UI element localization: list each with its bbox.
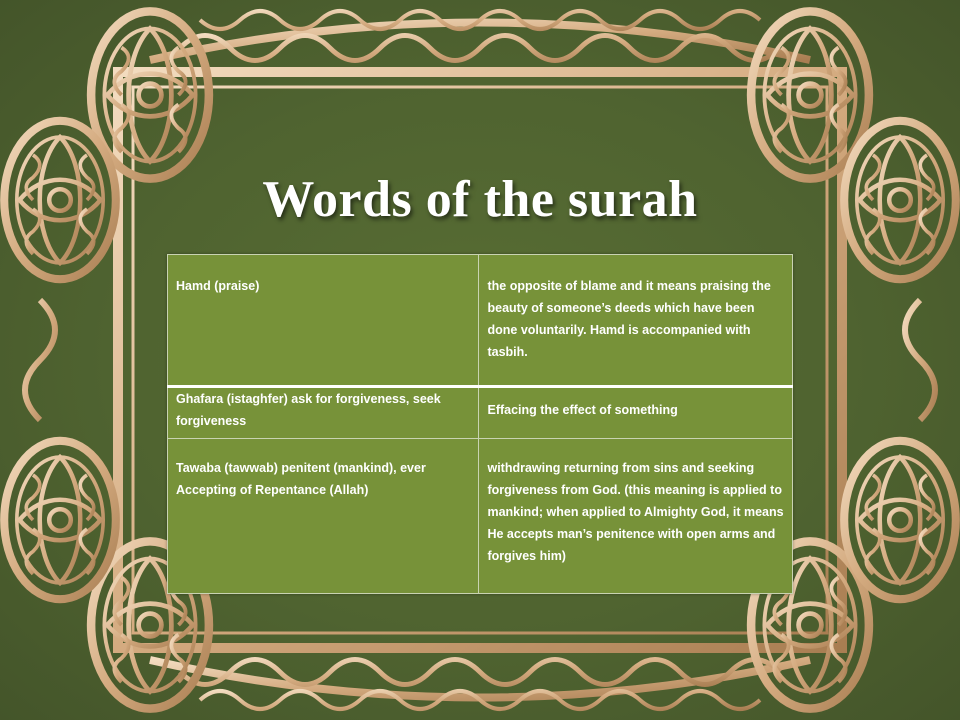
table-row bbox=[168, 255, 793, 387]
meaning-cell: withdrawing returning from sins and seeking forgiveness from God. (this meaning is applied to mankind; when applied to Almighty God, it means He accepts man’s penitence with open arms and forgives him) bbox=[479, 439, 793, 594]
table-row bbox=[168, 387, 793, 439]
slide-title: Words of the surah bbox=[262, 171, 698, 228]
table-row bbox=[168, 439, 793, 594]
top-band bbox=[150, 11, 810, 61]
term-cell: Ghafara (istaghfer) ask for forgiveness, seek forgiveness bbox=[168, 387, 479, 439]
term-cell: Tawaba (tawwab) penitent (mankind), ever Accepting of Repentance (Allah) bbox=[168, 439, 479, 594]
meaning-cell: Effacing the effect of something bbox=[479, 387, 793, 439]
term-cell: Hamd (praise) bbox=[168, 255, 479, 387]
bottom-band bbox=[150, 660, 810, 710]
vocabulary-table bbox=[167, 254, 793, 594]
meaning-cell: the opposite of blame and it means praising the beauty of someone’s deeds which have been done voluntarily. Hamd is accompanied with tasbih. bbox=[479, 255, 793, 387]
